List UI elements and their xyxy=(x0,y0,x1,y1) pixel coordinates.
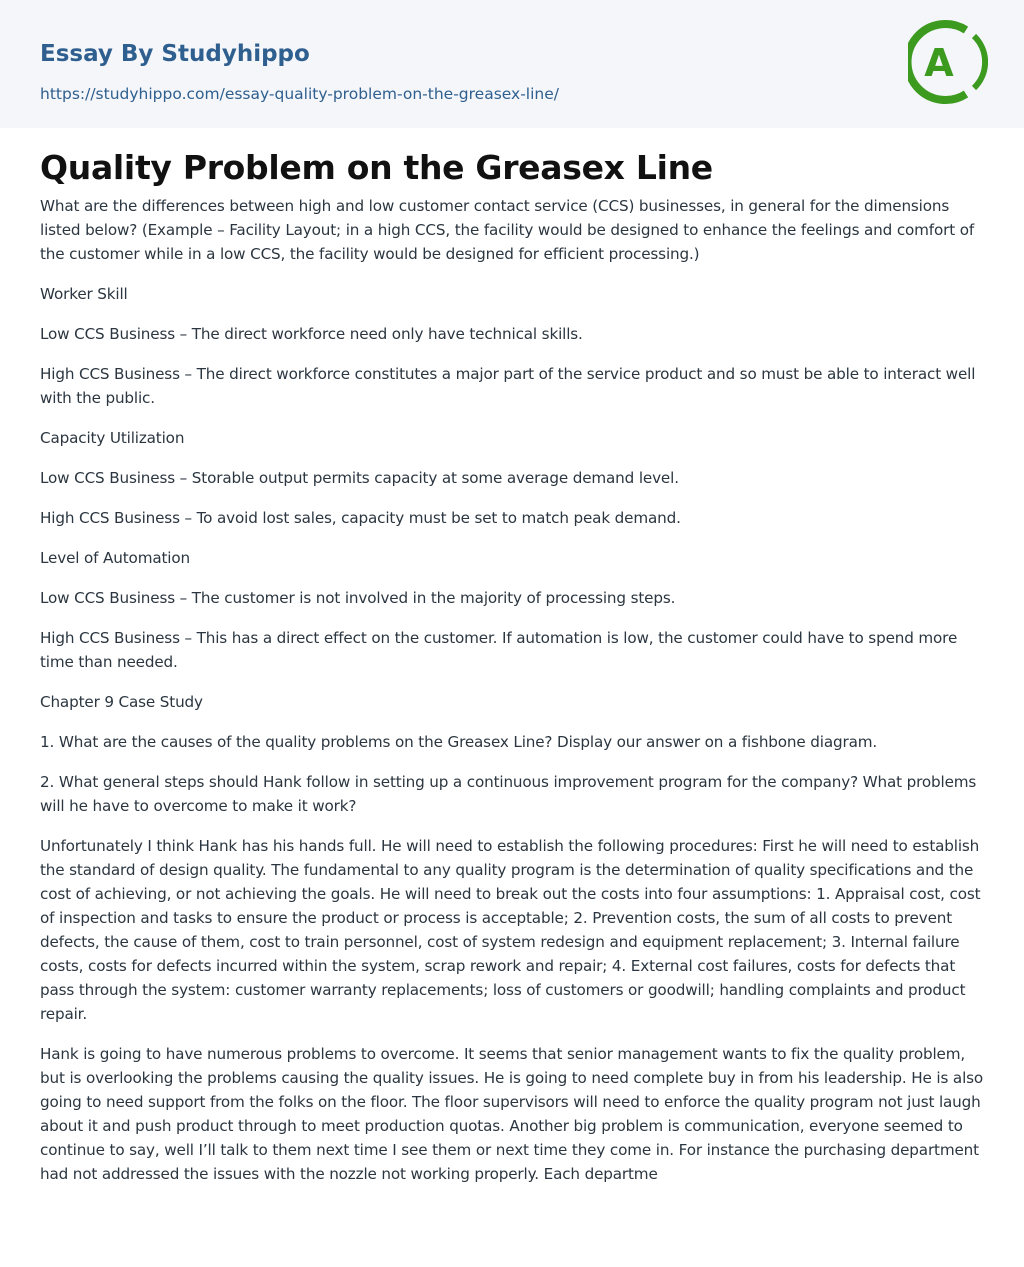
paragraph: 2. What general steps should Hank follow in setting up a continuous improvement program for the company? What problems will he have to overcome to make it work? xyxy=(40,773,977,815)
paragraph: Low CCS Business – The customer is not involved in the majority of processing steps. xyxy=(40,589,676,607)
paragraph: High CCS Business – The direct workforce constitutes a major part of the service product and so must be able to interact well with the public. xyxy=(40,365,976,407)
article xyxy=(0,128,1024,1186)
section-heading-level-of-automation: Level of Automation xyxy=(40,549,190,567)
paragraph: Hank is going to have numerous problems to overcome. It seems that senior management wants to fix the quality problem, but is overlooking the problems causing the quality issues. He is going to need complete buy in from his leadership. He is also going to need support from the folks on the floor. The floor supervisors will need to enforce the quality program not just laugh about it and push product through to meet production quotas. Another big problem is communication, everyone seemed to continue to say, well I’ll talk to them next time I see them or next time they come in. For instance the purchasing department had not addressed the issues with the nozzle not working properly. Each departme xyxy=(40,1045,984,1183)
paragraph: Unfortunately I think Hank has his hands full. He will need to establish the following procedures: First he will need to establish the standard of design quality. The fundamental to any quality program is the determination of quality specifications and the cost of achieving, or not achieving the goals. He will need to break out the costs into four assumptions: 1. Appraisal cost, cost of inspection and tasks to ensure the product or process is acceptable; 2. Prevention costs, the sum of all costs to prevent defects, the cause of them, cost to train personnel, cost of system redesign and equipment replacement; 3. Internal failure costs, costs for defects incurred within the system, scrap rework and repair; 4. External cost failures, costs for defects that pass through the system: customer warranty replacements; loss of customers or goodwill; handling complaints and product repair. xyxy=(40,837,981,1023)
paragraph: High CCS Business – This has a direct effect on the customer. If automation is low, the customer could have to spend more time than needed. xyxy=(40,629,958,671)
section-heading-capacity-utilization: Capacity Utilization xyxy=(40,429,185,447)
paragraph: Low CCS Business – The direct workforce need only have technical skills. xyxy=(40,325,583,343)
site-header xyxy=(0,0,1024,128)
paragraph: What are the differences between high and low customer contact service (CCS) businesses, in general for the dimensions listed below? (Example – Facility Layout; in a high CCS, the facility would be designed to enhance the feelings and comfort of the customer while in a low CCS, the facility would be designed for efficient processing.) xyxy=(40,197,975,263)
paragraph: Low CCS Business – Storable output permits capacity at some average demand level. xyxy=(40,469,679,487)
article-title: Quality Problem on the Greasex Line xyxy=(40,148,713,187)
logo-letter: A xyxy=(924,41,954,85)
paragraph: 1. What are the causes of the quality problems on the Greasex Line? Display our answer on a fishbone diagram. xyxy=(40,733,878,751)
section-heading-worker-skill: Worker Skill xyxy=(40,285,128,303)
section-heading-case-study: Chapter 9 Case Study xyxy=(40,693,203,711)
site-brand[interactable]: Essay By Studyhippo xyxy=(40,41,310,67)
essay-url-link[interactable]: https://studyhippo.com/essay-quality-problem-on-the-greasex-line/ xyxy=(40,85,559,103)
studyhippo-logo-icon[interactable] xyxy=(908,18,988,106)
article-body xyxy=(40,194,984,1186)
paragraph: High CCS Business – To avoid lost sales, capacity must be set to match peak demand. xyxy=(40,509,681,527)
